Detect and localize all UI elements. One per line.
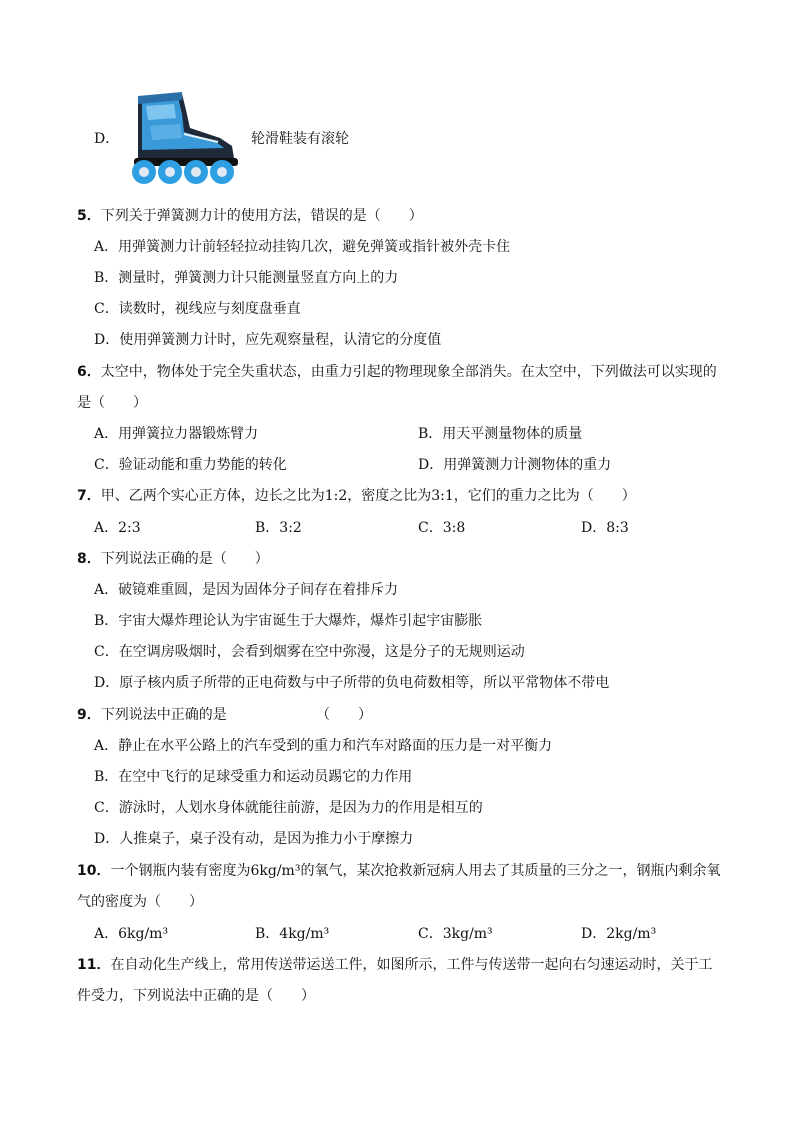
q5-stem — [77, 206, 423, 226]
q8-option-a: A．破镜难重圆，是因为固体分子间存在着排斥力 — [94, 582, 399, 598]
q6-option-d: D．用弹簧测力计测物体的重力 — [418, 457, 612, 473]
q9-number: 9． — [77, 707, 101, 723]
q11-number: 11． — [77, 957, 111, 973]
q5-stem-text: 下列关于弹簧测力计的使用方法，错误的是（ ） — [100, 208, 423, 224]
q6-option-b: B．用天平测量物体的质量 — [418, 426, 583, 442]
q9-answer-blank: （ ） — [316, 707, 372, 723]
q9-stem — [77, 705, 227, 725]
q9-stem-text: 下列说法中正确的是 — [100, 707, 227, 723]
q11-stem — [77, 955, 712, 975]
q9-option-c: C．游泳时，人划水身体就能往前游，是因为力的作用是相互的 — [94, 800, 483, 816]
q8-stem-text: 下列说法正确的是（ ） — [100, 551, 269, 567]
q8-number: 8． — [77, 551, 101, 567]
q10-number: 10． — [77, 863, 111, 879]
q11-stem-continued: 件受力，下列说法中正确的是（ ） — [77, 988, 315, 1004]
q7-option-d: D．8:3 — [581, 520, 629, 536]
q5-option-c: C．读数时，视线应与刻度盘垂直 — [94, 301, 301, 317]
q5-number: 5． — [77, 208, 101, 224]
q4-option-d-letter: D． — [94, 131, 120, 147]
q7-stem-text: 甲、乙两个实心正方体，边长之比为1:2，密度之比为3:1，它们的重力之比为（ ） — [100, 488, 636, 504]
q10-option-a: A．6kg/m³ — [94, 926, 169, 942]
q9-option-a: A．静止在水平公路上的汽车受到的重力和汽车对路面的压力是一对平衡力 — [94, 738, 553, 754]
q5-option-d: D．使用弹簧测力计时，应先观察量程，认清它的分度值 — [94, 332, 442, 348]
q8-stem — [77, 549, 269, 569]
q10-stem-continued: 气的密度为（ ） — [77, 894, 203, 910]
q5-option-b: B．测量时，弹簧测力计只能测量竖直方向上的力 — [94, 270, 399, 286]
q9-option-b: B．在空中飞行的足球受重力和运动员踢它的力作用 — [94, 769, 413, 785]
q7-number: 7． — [77, 488, 101, 504]
q9-option-d: D．人推桌子，桌子没有动，是因为推力小于摩擦力 — [94, 831, 414, 847]
q7-stem — [77, 486, 636, 506]
q6-stem — [77, 362, 717, 382]
q8-option-c: C．在空调房吸烟时，会看到烟雾在空中弥漫，这是分子的无规则运动 — [94, 644, 525, 660]
inline-skate-image — [124, 88, 244, 186]
q7-option-a: A．2:3 — [94, 520, 141, 536]
q10-stem-text: 一个钢瓶内装有密度为6kg/m³的氧气，某次抢救新冠病人用去了其质量的三分之一，钢瓶内剩余氧 — [110, 863, 721, 879]
q8-option-d: D．原子核内质子所带的正电荷数与中子所带的负电荷数相等，所以平常物体不带电 — [94, 675, 610, 691]
q10-stem — [77, 861, 720, 881]
q11-stem-text: 在自动化生产线上，常用传送带运送工件，如图所示，工件与传送带一起向右匀速运动时，关于工 — [110, 957, 713, 973]
q7-option-b: B．3:2 — [255, 520, 302, 536]
q7-option-c: C．3:8 — [418, 520, 466, 536]
q6-option-a: A．用弹簧拉力器锻炼臂力 — [94, 426, 259, 442]
q5-option-a: A．用弹簧测力计前轻轻拉动挂钩几次，避免弹簧或指针被外壳卡住 — [94, 239, 511, 255]
q6-stem-continued: 是（ ） — [77, 395, 147, 411]
q6-option-c: C．验证动能和重力势能的转化 — [94, 457, 287, 473]
q6-number: 6． — [77, 364, 101, 380]
q10-option-c: C．3kg/m³ — [418, 926, 493, 942]
q4-option-d-text: 轮滑鞋装有滚轮 — [251, 131, 349, 147]
q10-option-d: D．2kg/m³ — [581, 926, 657, 942]
q6-stem-text: 太空中，物体处于完全失重状态，由重力引起的物理现象全部消失。在太空中，下列做法可以实现的 — [100, 364, 717, 380]
q10-option-b: B．4kg/m³ — [255, 926, 330, 942]
q8-option-b: B．宇宙大爆炸理论认为宇宙诞生于大爆炸，爆炸引起宇宙膨胀 — [94, 613, 483, 629]
